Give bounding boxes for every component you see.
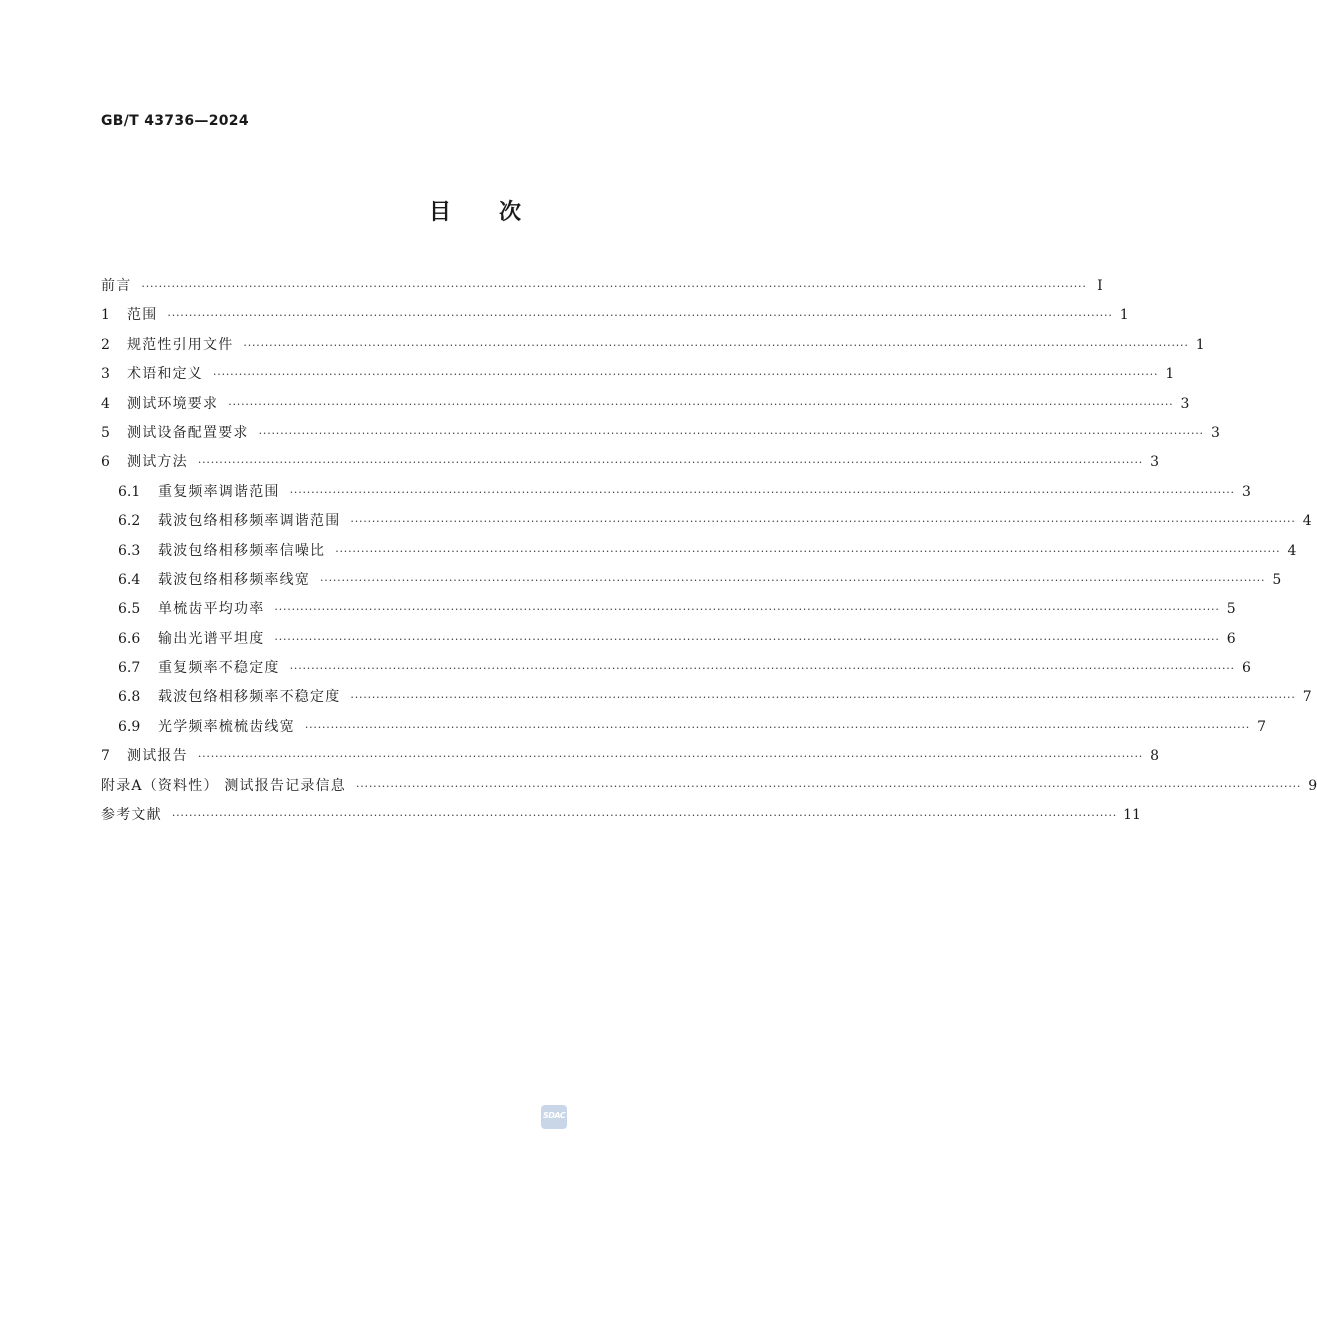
toc-entry-number: 6.9 (118, 718, 141, 735)
toc-entry-title: 单梳齿平均功率 (158, 601, 265, 618)
toc-entry-number: 6 (101, 454, 110, 471)
toc-entry-page: 3 (1210, 424, 1220, 441)
toc-entry[interactable] (101, 683, 1312, 712)
toc-entry-title: 载波包络相移频率调谐范围 (158, 513, 341, 530)
toc-leader-dots: ···························································································································································································································· (171, 809, 1118, 823)
toc-leader-dots: ···························································································································································································································· (304, 720, 1251, 734)
toc-entry[interactable] (101, 654, 1251, 683)
toc-entry-number: 6.7 (118, 660, 141, 677)
toc-leader-dots: ···························································································································································································································· (167, 309, 1113, 323)
toc-entry-number: 4 (101, 395, 110, 412)
toc-entry-title: 重复频率不稳定度 (158, 660, 280, 677)
toc-leader-dots: ···························································································································································································································· (141, 280, 1087, 293)
toc-leader-dots: ···························································································································································································································· (274, 632, 1220, 646)
toc-entry-page: 9 (1308, 777, 1317, 794)
toc-leader-dots: ···························································································································································································································· (213, 368, 1159, 382)
toc-entry-title: 附录A（资料性） 测试报告记录信息 (101, 777, 346, 794)
toc-entry[interactable] (101, 478, 1251, 507)
toc-entry-title: 参考文献 (101, 807, 162, 824)
toc-entry-title: 测试报告 (127, 748, 188, 765)
toc-leader-dots: ···························································································································································································································· (274, 603, 1220, 617)
toc-entry-page: 1 (1165, 366, 1175, 383)
toc-entry[interactable] (101, 301, 1129, 330)
toc-entry-page: 8 (1150, 748, 1160, 765)
toc-entry[interactable] (101, 360, 1175, 389)
toc-entry-page: 11 (1123, 807, 1141, 824)
toc-entry-number: 6.2 (118, 513, 141, 530)
toc-leader-dots: ···························································································································································································································· (197, 456, 1144, 470)
toc-entry[interactable] (101, 331, 1205, 360)
toc-leader-dots: ···························································································································································································································· (289, 662, 1235, 676)
toc-entry-title: 范围 (127, 307, 158, 324)
table-of-contents (101, 272, 1317, 830)
toc-entry-title: 测试环境要求 (127, 395, 219, 412)
toc-entry-page: 3 (1180, 395, 1190, 412)
toc-entry-number: 6.6 (118, 630, 141, 647)
toc-leader-dots: ···························································································································································································································· (258, 426, 1204, 440)
toc-entry[interactable] (101, 448, 1160, 477)
toc-entry[interactable] (101, 625, 1236, 654)
toc-entry-page: 1 (1195, 336, 1205, 353)
toc-entry-number: 5 (101, 424, 110, 441)
toc-entry-number: 1 (101, 307, 110, 324)
toc-entry-number: 6.1 (118, 483, 141, 500)
toc-entry-page: 7 (1302, 689, 1312, 706)
toc-leader-dots: ···························································································································································································································· (335, 544, 1281, 558)
toc-entry-page: 5 (1272, 571, 1282, 588)
toc-entry-title: 测试方法 (127, 454, 188, 471)
toc-entry[interactable] (101, 595, 1236, 624)
watermark-text: SDAC (543, 1111, 566, 1120)
toc-entry-number: 2 (101, 336, 110, 353)
toc-entry-number: 7 (101, 748, 110, 765)
toc-entry-title: 光学频率梳梳齿线宽 (158, 718, 295, 735)
toc-entry-title: 输出光谱平坦度 (158, 630, 265, 647)
toc-entry[interactable] (101, 507, 1312, 536)
toc-entry[interactable] (101, 272, 1103, 301)
toc-entry-page: 6 (1241, 660, 1251, 677)
toc-entry-title: 前言 (101, 278, 132, 294)
toc-leader-dots: ···························································································································································································································· (197, 750, 1144, 764)
page-title: 目次 (428, 200, 569, 225)
toc-entry[interactable] (101, 801, 1141, 830)
toc-entry-title: 重复频率调谐范围 (158, 483, 280, 500)
standard-number: GB/T 43736—2024 (101, 113, 249, 129)
toc-leader-dots: ···························································································································································································································· (350, 515, 1296, 529)
toc-entry-title: 测试设备配置要求 (127, 424, 249, 441)
toc-entry[interactable] (101, 419, 1220, 448)
toc-entry-page: 5 (1226, 601, 1236, 618)
toc-entry[interactable] (101, 566, 1282, 595)
toc-leader-dots: ···························································································································································································································· (355, 779, 1302, 793)
toc-entry-title: 载波包络相移频率不稳定度 (158, 689, 341, 706)
toc-entry-page: 6 (1226, 630, 1236, 647)
toc-entry-number: 6.5 (118, 601, 141, 618)
toc-leader-dots: ···························································································································································································································· (228, 397, 1174, 411)
toc-entry-page: 4 (1287, 542, 1297, 559)
toc-entry-page: 4 (1302, 513, 1312, 530)
toc-leader-dots: ···························································································································································································································· (350, 691, 1296, 705)
toc-entry-page: 3 (1150, 454, 1160, 471)
toc-leader-dots: ···························································································································································································································· (289, 485, 1235, 499)
toc-entry-page: 1 (1119, 307, 1129, 324)
toc-leader-dots: ···························································································································································································································· (243, 338, 1189, 352)
toc-leader-dots: ···························································································································································································································· (320, 573, 1266, 587)
toc-entry-number: 6.3 (118, 542, 141, 559)
toc-entry[interactable] (101, 742, 1160, 771)
toc-entry-title: 载波包络相移频率信噪比 (158, 542, 326, 559)
toc-entry[interactable] (101, 713, 1267, 742)
toc-entry-page: Ⅰ (1097, 278, 1103, 294)
toc-entry-number: 6.8 (118, 689, 141, 706)
toc-entry-page: 3 (1241, 483, 1251, 500)
toc-entry-page: 7 (1257, 718, 1267, 735)
toc-entry-title: 术语和定义 (127, 366, 203, 383)
toc-entry[interactable] (101, 537, 1297, 566)
watermark-logo (541, 1105, 567, 1129)
toc-entry-title: 载波包络相移频率线宽 (158, 571, 310, 588)
toc-entry-title: 规范性引用文件 (127, 336, 234, 353)
toc-entry[interactable] (101, 390, 1190, 419)
toc-entry-number: 6.4 (118, 571, 141, 588)
toc-entry-number: 3 (101, 366, 110, 383)
toc-entry[interactable] (101, 772, 1317, 801)
